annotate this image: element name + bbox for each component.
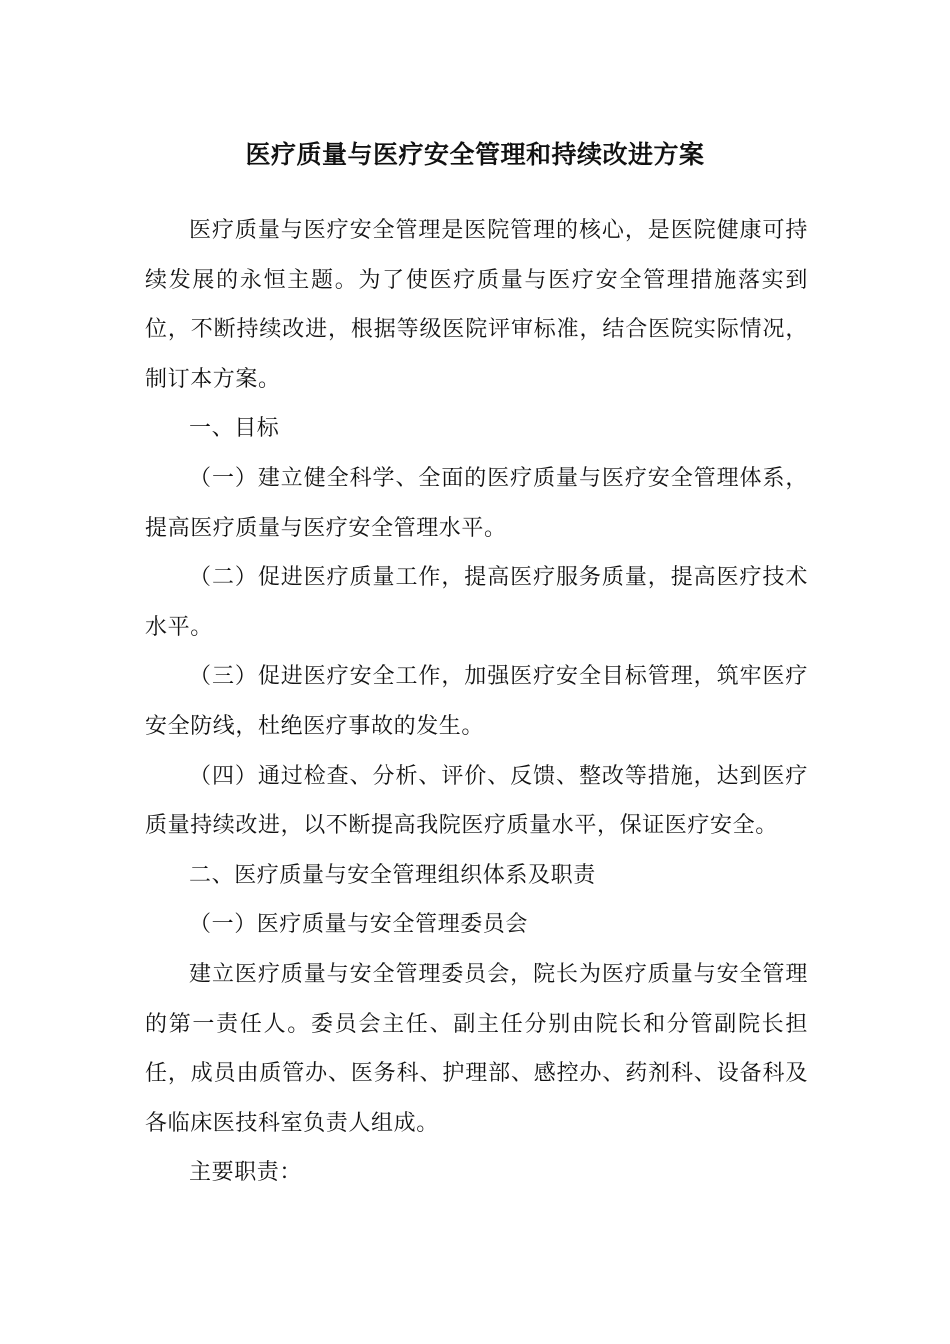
section-heading-organization: 二、医疗质量与安全管理组织体系及职责 — [189, 862, 596, 888]
subsection-heading-committee: （一）医疗质量与安全管理委员会 — [189, 912, 529, 938]
goal-item-4: （四）通过检查、分析、评价、反馈、整改等措施，达到医疗质量持续改进，以不断提高我院医疗质量水平，保证医疗安全。 — [145, 763, 808, 839]
main-duties-heading: 主要职责： — [189, 1160, 303, 1186]
document-body — [145, 206, 808, 1198]
committee-paragraph: 建立医疗质量与安全管理委员会，院长为医疗质量与安全管理的第一责任人。委员会主任、副主任分别由院长和分管副院长担任，成员由质管办、医务科、护理部、感控办、药剂科、设备科及各临床医技科室负责人组成。 — [145, 961, 808, 1136]
goal-item-3: （三）促进医疗安全工作，加强医疗安全目标管理，筑牢医疗安全防线，杜绝医疗事故的发生。 — [145, 664, 808, 739]
section-heading-goals: 一、目标 — [189, 416, 280, 442]
document-title: 医疗质量与医疗安全管理和持续改进方案 — [245, 140, 705, 169]
goal-item-1: （一）建立健全科学、全面的医疗质量与医疗安全管理体系，提高医疗质量与医疗安全管理水平。 — [145, 465, 808, 541]
intro-paragraph: 医疗质量与医疗安全管理是医院管理的核心，是医院健康可持续发展的永恒主题。为了使医疗质量与医疗安全管理措施落实到位，不断持续改进，根据等级医院评审标准，结合医院实际情况，制订本方案。 — [145, 218, 808, 392]
goal-item-2: （二）促进医疗质量工作，提高医疗服务质量，提高医疗技术水平。 — [145, 565, 808, 640]
